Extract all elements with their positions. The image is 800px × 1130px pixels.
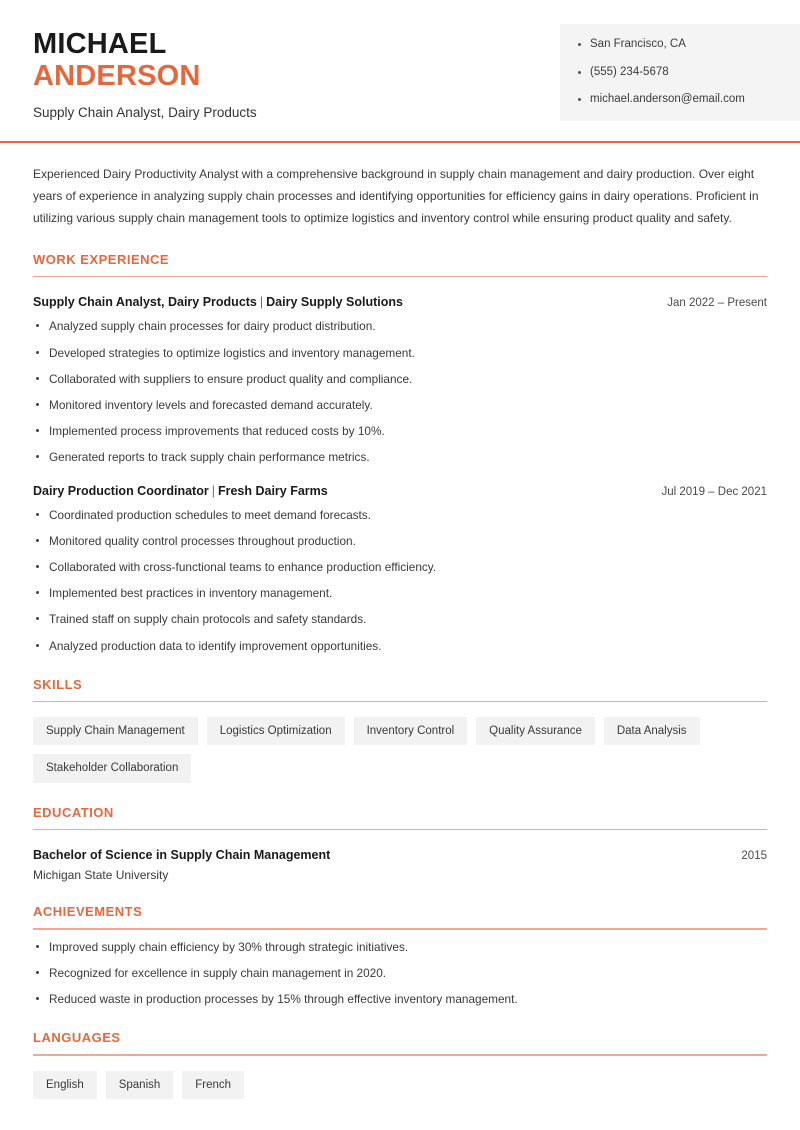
skill-chip: Stakeholder Collaboration bbox=[33, 754, 191, 782]
section-title-work-experience: WORK EXPERIENCE bbox=[33, 251, 170, 267]
list-item: Implemented best practices in inventory management. bbox=[33, 585, 767, 602]
section-title-skills: SKILLS bbox=[33, 676, 83, 692]
section-title-achievements: ACHIEVEMENTS bbox=[33, 904, 143, 920]
section-title-education: EDUCATION bbox=[33, 804, 114, 820]
resume-header bbox=[0, 0, 800, 143]
section-divider-achievements bbox=[33, 928, 767, 930]
list-item: Collaborated with suppliers to ensure product quality and compliance. bbox=[33, 371, 767, 388]
first-name: MICHAEL bbox=[33, 28, 167, 60]
section-divider-languages bbox=[33, 1054, 767, 1056]
skills-chip-list bbox=[33, 717, 767, 783]
work-entry-title bbox=[33, 484, 328, 498]
section-divider-work-experience bbox=[33, 276, 767, 278]
education-school: Michigan State University bbox=[33, 868, 169, 883]
skill-chip: Quality Assurance bbox=[476, 717, 595, 745]
language-chip: English bbox=[33, 1071, 97, 1099]
list-item: Analyzed production data to identify improvement opportunities. bbox=[33, 638, 767, 655]
list-item: Collaborated with cross-functional teams to enhance production efficiency. bbox=[33, 559, 767, 576]
skill-chip: Inventory Control bbox=[354, 717, 468, 745]
education-entry bbox=[33, 848, 767, 882]
skill-chip: Supply Chain Management bbox=[33, 717, 198, 745]
languages-chip-list bbox=[33, 1071, 767, 1099]
contact-phone[interactable]: (555) 234-5678 bbox=[578, 65, 784, 81]
section-languages bbox=[33, 1030, 767, 1099]
skill-chip: Logistics Optimization bbox=[207, 717, 345, 745]
list-item: Recognized for excellence in supply chain management in 2020. bbox=[33, 965, 767, 982]
last-name: ANDERSON bbox=[33, 60, 201, 93]
list-item: Generated reports to track supply chain performance metrics. bbox=[33, 449, 767, 466]
section-work-experience bbox=[33, 252, 767, 655]
professional-headline: Supply Chain Analyst, Dairy Products bbox=[33, 104, 257, 120]
work-entry-dates: Jul 2019 – Dec 2021 bbox=[661, 486, 767, 499]
work-entry-company: Fresh Dairy Farms bbox=[217, 484, 328, 499]
list-item: Implemented process improvements that reduced costs by 10%. bbox=[33, 423, 767, 440]
list-item: Trained staff on supply chain protocols and safety standards. bbox=[33, 611, 767, 628]
section-title-languages: LANGUAGES bbox=[33, 1030, 121, 1046]
section-divider-education bbox=[33, 829, 767, 831]
work-entry-separator: | bbox=[211, 484, 215, 499]
work-entry-dates: Jan 2022 – Present bbox=[667, 297, 767, 310]
section-education bbox=[33, 805, 767, 883]
education-year: 2015 bbox=[741, 850, 767, 863]
work-entry-bullets bbox=[33, 318, 767, 466]
list-item: Coordinated production schedules to meet demand forecasts. bbox=[33, 507, 767, 524]
header-divider bbox=[0, 141, 800, 143]
work-entry-company: Dairy Supply Solutions bbox=[266, 295, 403, 310]
list-item: Monitored inventory levels and forecasted demand accurately. bbox=[33, 397, 767, 414]
list-item: Reduced waste in production processes by 15% through effective inventory management. bbox=[33, 991, 767, 1008]
skill-chip: Data Analysis bbox=[604, 717, 700, 745]
language-chip: Spanish bbox=[106, 1071, 174, 1099]
contact-box bbox=[560, 24, 800, 121]
contact-location: San Francisco, CA bbox=[578, 37, 784, 53]
achievements-list bbox=[33, 939, 767, 1008]
work-entry-title bbox=[33, 295, 403, 309]
identity-block bbox=[0, 24, 257, 121]
professional-summary: Experienced Dairy Productivity Analyst with a comprehensive background in supply chain management and dairy production. Over eight years of experience in analyzing supply chain processes and identifying opportunities for efficiency gains in dairy operations. Proficient in utilizing various supply chain management tools to optimize logistics and inventory control while ensuring product quality and safety. bbox=[33, 167, 759, 226]
list-item: Developed strategies to optimize logistics and inventory management. bbox=[33, 345, 767, 362]
resume-content bbox=[0, 164, 800, 1099]
work-entry-separator: | bbox=[259, 295, 264, 310]
section-achievements bbox=[33, 904, 767, 1008]
work-entry bbox=[33, 295, 767, 466]
language-chip: French bbox=[182, 1071, 244, 1099]
contact-list bbox=[578, 37, 784, 108]
list-item: Improved supply chain efficiency by 30% through strategic initiatives. bbox=[33, 939, 767, 956]
education-degree: Bachelor of Science in Supply Chain Management bbox=[33, 848, 331, 863]
section-skills bbox=[33, 677, 767, 783]
work-entry-role: Dairy Production Coordinator bbox=[33, 484, 209, 499]
contact-email[interactable]: michael.anderson@email.com bbox=[578, 92, 784, 108]
work-entry-bullets bbox=[33, 507, 767, 655]
work-entry-role: Supply Chain Analyst, Dairy Products bbox=[33, 295, 257, 310]
list-item: Analyzed supply chain processes for dairy product distribution. bbox=[33, 318, 767, 335]
list-item: Monitored quality control processes throughout production. bbox=[33, 533, 767, 550]
work-entry bbox=[33, 484, 767, 655]
section-divider-skills bbox=[33, 701, 767, 703]
